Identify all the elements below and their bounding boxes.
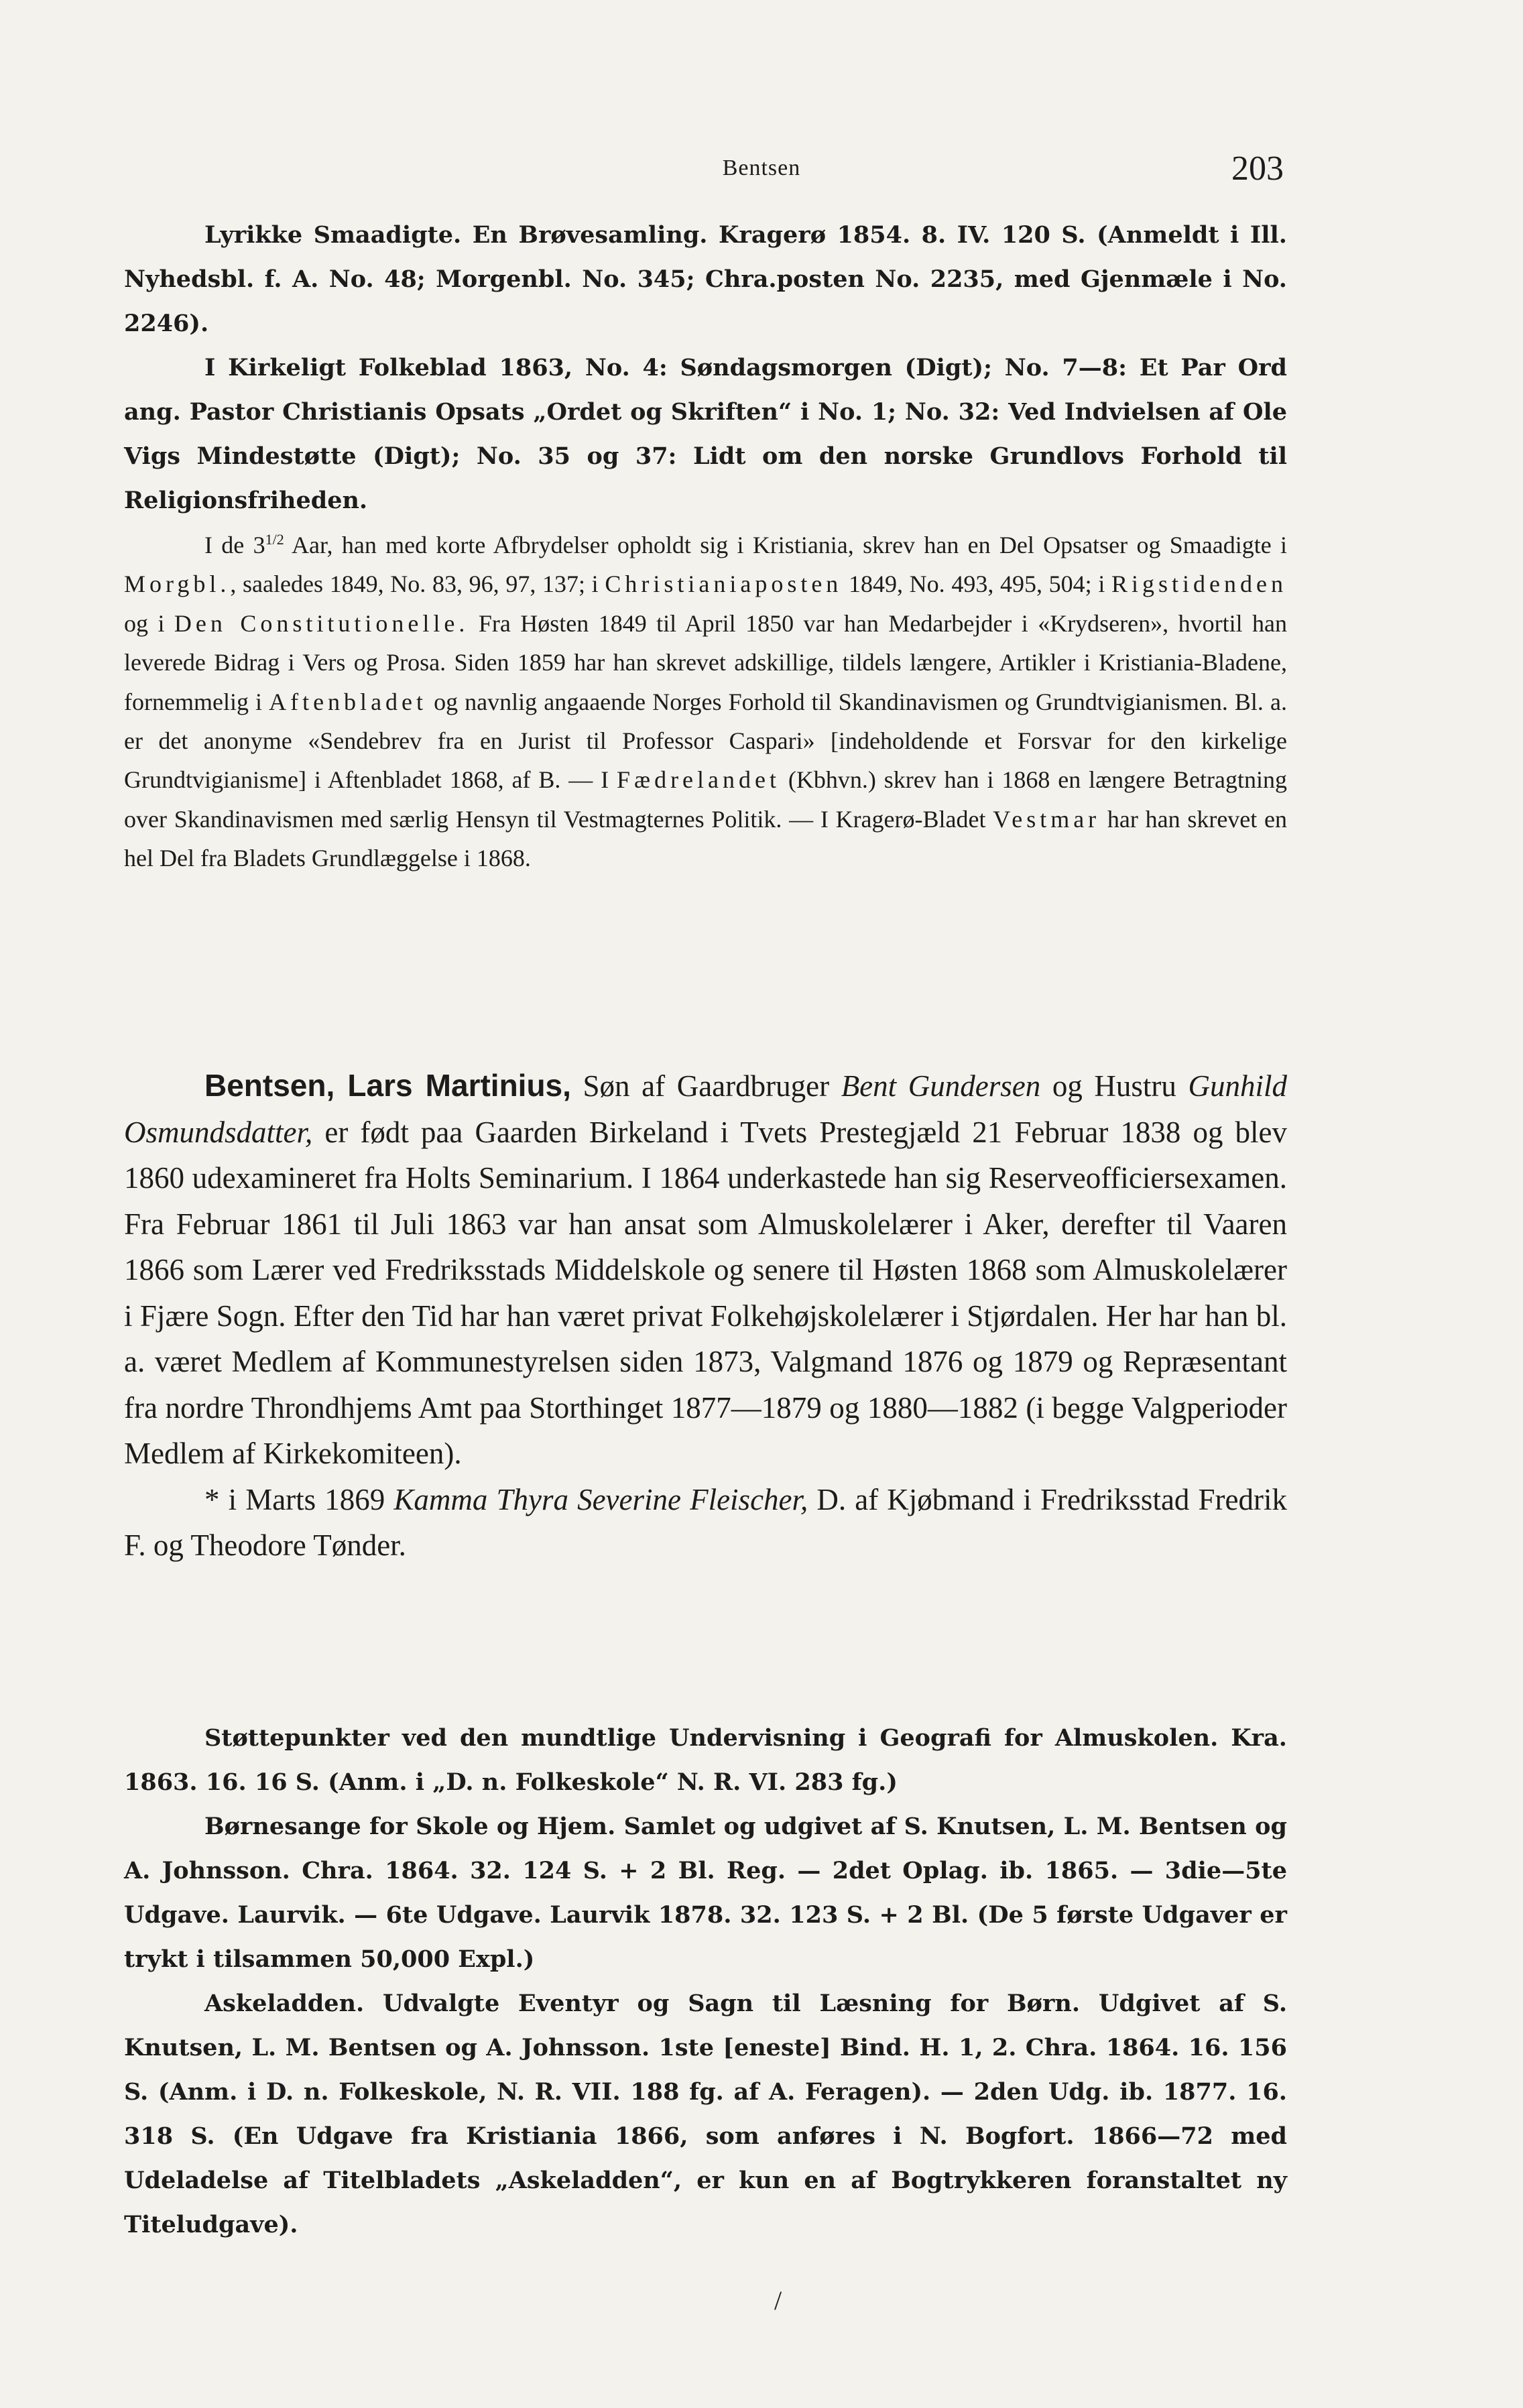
running-header: Bentsen — [722, 156, 801, 180]
bib-entry: I Kirkeligt Folkeblad 1863, No. 4: Søndagsmorgen (Digt); No. 7—8: Et Par Ord ang. Pastor Christianis Opsats „Ordet og Skriften“ i No. 1; No. 32: Ved Indvielsen af Ole Vigs Mindestøtte (Digt); No. 35 og 37: Lidt om den norske Grundlovs Forhold til Religionsfriheden. — [124, 354, 1287, 514]
page-number: 203 — [1231, 149, 1284, 188]
biography-paragraph: Bentsen, Lars Martinius, Søn af Gaardbruger Bent Gundersen og Hustru Gunhild Osmundsdatter, er født paa Gaarden Birkeland i Tvets Prestegjæld 21 Februar 1838 og blev 1860 udexamineret fra Holts Seminarium. I 1864 underkastede han sig Reserveofficiersexamen. Fra Februar 1861 til Juli 1863 var han ansat som Almuskolelærer i Aker, derefter til Vaaren 1866 som Lærer ved Fredriksstads Middelskole og senere til Høsten 1868 som Almuskolelærer i Fjære Sogn. Efter den Tid har han været privat Folkehøjskolelærer i Stjørdalen. Her har han bl. a. været Medlem af Kommunestyrelsen siden 1873, Valgmand 1876 og 1879 og Repræsentant fra nordre Throndhjems Amt paa Storthinget 1877—1879 og 1880—1882 (i begge Valgperioder Medlem af Kirkekomiteen). — [124, 1068, 1288, 1470]
bib-entry: Lyrikke Smaadigte. En Brøvesamling. Kragerø 1854. 8. IV. 120 S. (Anmeldt i Ill. Nyhedsbl. f. A. No. 48; Morgenbl. No. 345; Chra.posten No. 2235, med Gjenmæle i No. 2246). — [124, 221, 1287, 337]
marriage-paragraph: * i Marts 1869 Kamma Thyra Severine Fleischer, D. af Kjøbmand i Fredriksstad Fredrik F. og Theodore Tønder. — [124, 1482, 1287, 1562]
bib-entry: Støttepunkter ved den mundtlige Undervisning i Geografi for Almuskolen. Kra. 1863. 16. 16 S. (Anm. i „D. n. Folkeskole“ N. R. VI. 283 fg.) — [124, 1724, 1287, 1796]
entry1-bibliography — [124, 213, 1287, 523]
bib-entry: Børnesange for Skole og Hjem. Samlet og udgivet af S. Knutsen, L. M. Bentsen og A. Johnsson. Chra. 1864. 32. 124 S. + 2 Bl. Reg. — 2det Oplag. ib. 1865. — 3die—5te Udgave. Laurvik. — 6te Udgave. Laurvik 1878. 32. 123 S. + 2 Bl. (De 5 første Udgaver er trykt i tilsammen 50,000 Expl.) — [124, 1813, 1287, 1973]
entry2-bibliography — [124, 1716, 1287, 2247]
entry-name: Bentsen, Lars Martinius, — [204, 1068, 571, 1103]
note-paragraph: I de $3^{1/2}$ Aar, han med korte Afbrydelser opholdt sig i Kristiania, skrev han en Del Opsatser og Smaadigte i Morgbl., saaledes 1849, No. 83, 96, 97, 137; i Christianiaposten 1849, No. 493, 495, 504; i Rigstidenden og i Den Constitutionelle. Fra Høsten 1849 til April 1850 var han Medarbejder i «Krydseren», hvortil han leverede Bidrag i Vers og Prosa. Siden 1859 har han skrevet adskillige, tildels længere, Artikler i Kristiania-Bladene, fornemmelig i Aftenbladet og navnlig angaaende Norges Forhold til Skandinavismen og Grundtvigianismen. Bl. a. er det anonyme «Sendebrev fra en Jurist til Professor Caspari» [indeholdende et Forsvar for den kirkelige Grundtvigianisme] i Aftenbladet 1868, af B. — I Fædrelandet (Kbhvn.) skrev han i 1868 en længere Betragtning over Skandinavismen med særlig Hensyn til Vestmagternes Politik. — I Kragerø-Bladet Vestmar har han skrevet en hel Del fra Bladets Grundlæggelse i 1868. — [124, 531, 1288, 872]
entry1-note — [124, 520, 1287, 878]
printer-mark: / — [774, 2285, 782, 2315]
entry2-biography — [124, 1063, 1287, 1569]
bib-entry: Askeladden. Udvalgte Eventyr og Sagn til Læsning for Børn. Udgivet af S. Knutsen, L. M. Bentsen og A. Johnsson. 1ste [eneste] Bind. H. 1, 2. Chra. 1864. 16. 156 S. (Anm. i D. n. Folkeskole, N. R. VII. 188 fg. af A. Feragen). — 2den Udg. ib. 1877. 16. 318 S. (En Udgave fra Kristiania 1866, som anføres i N. Bogfort. 1866—72 med Udeladelse af Titelbladets „Askeladden“, er kun en af Bogtrykkeren foranstaltet ny Titeludgave). — [124, 1990, 1287, 2238]
